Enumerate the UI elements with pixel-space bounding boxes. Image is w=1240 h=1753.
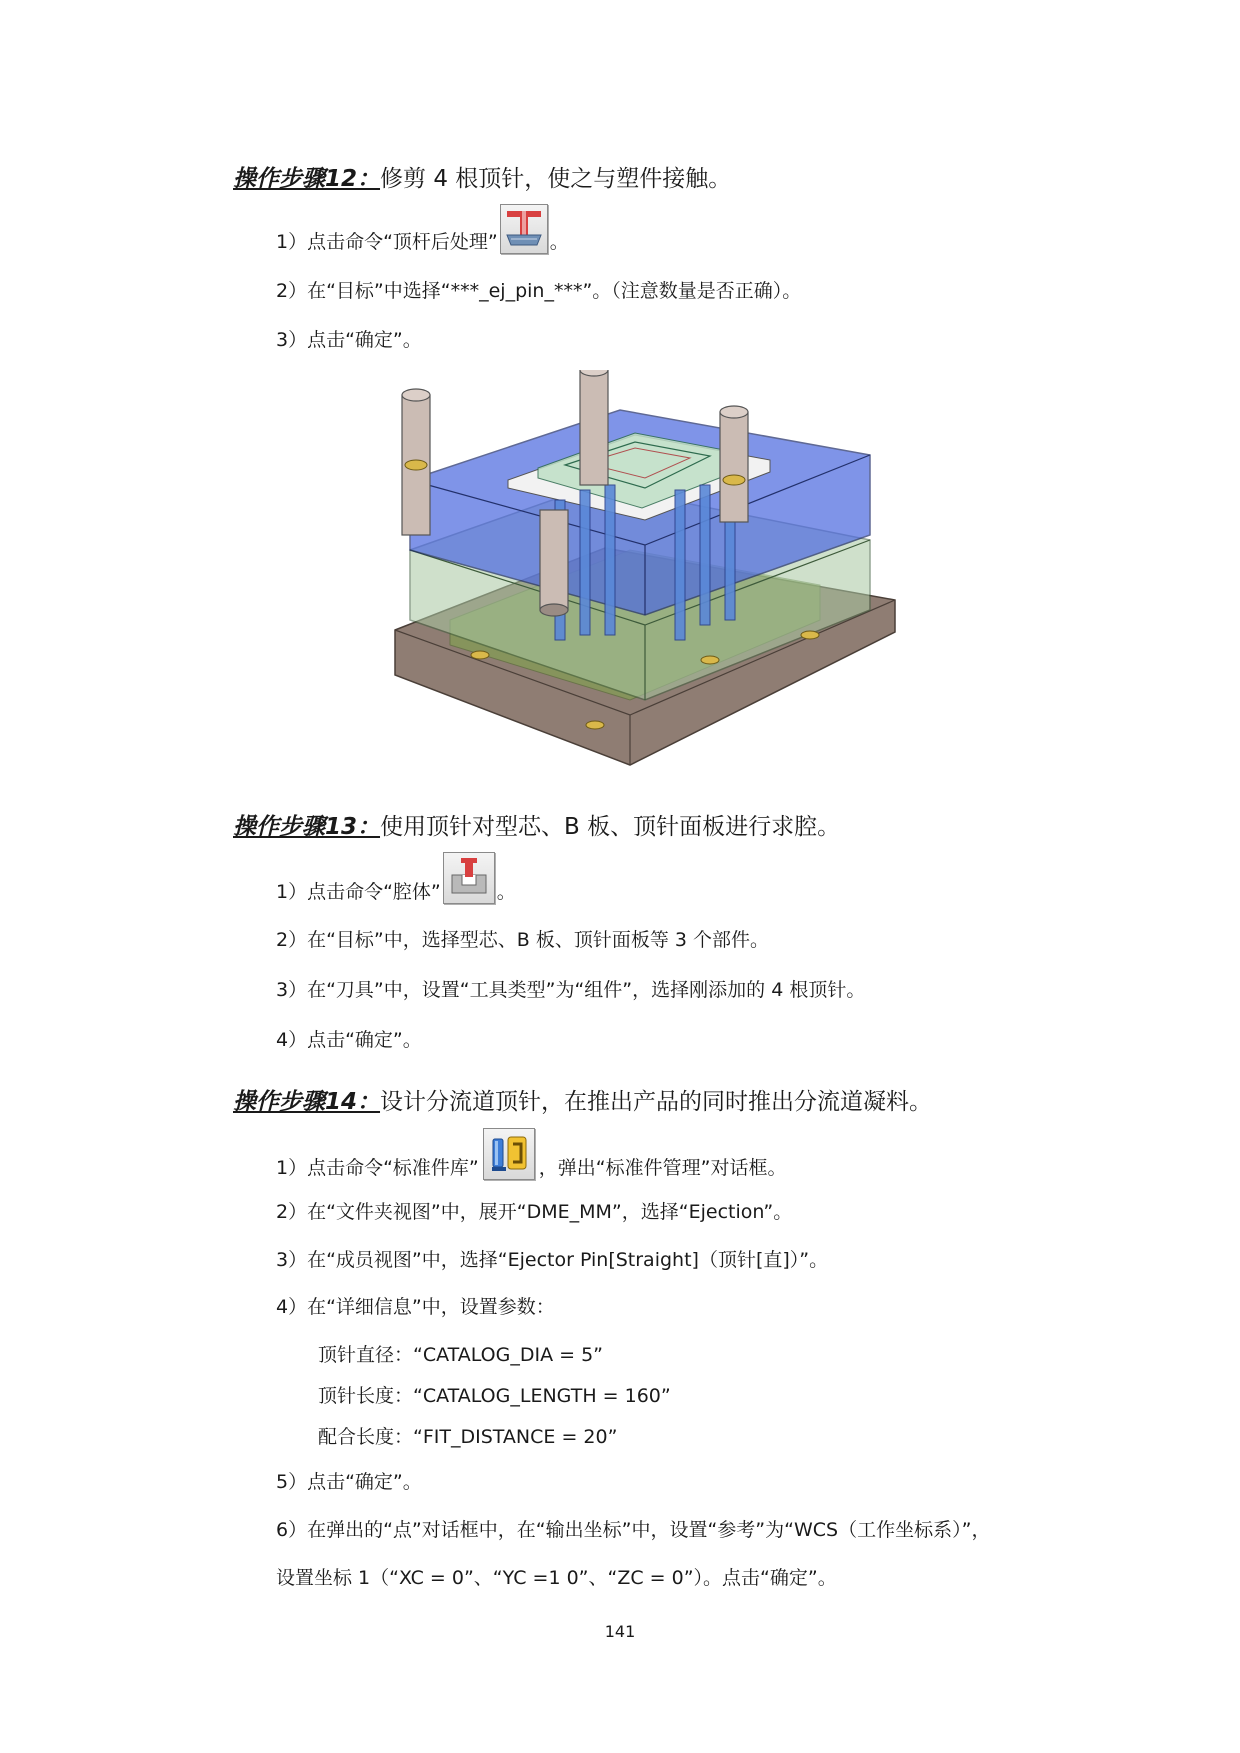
step14-item-6: 6）在弹出的“点”对话框中，在“输出坐标”中，设置“参考”为“WCS（工作坐标系）”， [276,1519,991,1541]
step13-heading [233,808,840,841]
step14-item-1 [276,1128,786,1180]
param-label: 配合长度： [318,1426,414,1448]
param-value: “CATALOG_LENGTH = 160” [413,1385,671,1407]
step14-item-6-cont: 设置坐标 1（“XC = 0”、“YC =1 0”、“ZC = 0”）。点击“确定”。 [276,1567,837,1589]
step12-item-3: 3）点击“确定”。 [276,329,422,351]
param-label: 顶针长度： [318,1385,414,1407]
step12-item-1 [276,200,569,254]
step12-item-1-text: 1）点击命令“顶杆后处理” [276,231,498,253]
step12-heading [233,160,731,193]
step13-item-3: 3）在“刀具”中，设置“工具类型”为“组件”，选择刚添加的 4 根顶针。 [276,979,866,1001]
step13-item-2: 2）在“目标”中，选择型芯、B 板、顶针面板等 3 个部件。 [276,929,770,951]
param-catalog-dia [318,1340,603,1367]
param-fit-distance [318,1422,617,1449]
step12-item-2: 2）在“目标”中选择“***_ej_pin_***”。（注意数量是否正确）。 [276,280,802,302]
page-number: 141 [604,1622,636,1641]
step13-item-4: 4）点击“确定”。 [276,1029,422,1051]
step14-item-1-text: 1）点击命令“标准件库” [276,1157,479,1179]
mold-assembly-3d-image [390,370,900,775]
cavity-icon[interactable] [443,852,495,904]
step14-item-2: 2）在“文件夹视图”中，展开“DME_MM”，选择“Ejection”。 [276,1201,793,1223]
step12-label: 操作步骤12： [233,166,381,192]
step14-label: 操作步骤14： [233,1089,381,1115]
step12-title: 修剪 4 根顶针，使之与塑件接触。 [380,166,732,192]
step13-title: 使用顶针对型芯、B 板、顶针面板进行求腔。 [380,814,841,840]
step14-title: 设计分流道顶针，在推出产品的同时推出分流道凝料。 [380,1089,933,1115]
step12-item-1-post: 。 [549,231,569,253]
standard-parts-library-icon[interactable] [483,1128,535,1180]
step13-item-1 [276,852,516,904]
step14-item-1-post: ，弹出“标准件管理”对话框。 [538,1157,787,1179]
step14-heading [233,1083,932,1116]
param-catalog-length [318,1381,671,1408]
param-label: 顶针直径： [318,1344,414,1366]
step13-item-1-text: 1）点击命令“腔体” [276,881,441,903]
param-value: “CATALOG_DIA = 5” [413,1344,604,1366]
step14-item-4: 4）在“详细信息”中，设置参数： [276,1296,555,1318]
step13-label: 操作步骤13： [233,814,381,840]
step13-item-1-post: 。 [496,881,516,903]
step14-item-3: 3）在“成员视图”中，选择“Ejector Pin[Straight]（顶针[直]）”。 [276,1249,829,1271]
ejector-trim-icon[interactable] [500,204,548,254]
param-value: “FIT_DISTANCE = 20” [413,1426,618,1448]
step14-item-5: 5）点击“确定”。 [276,1471,422,1493]
